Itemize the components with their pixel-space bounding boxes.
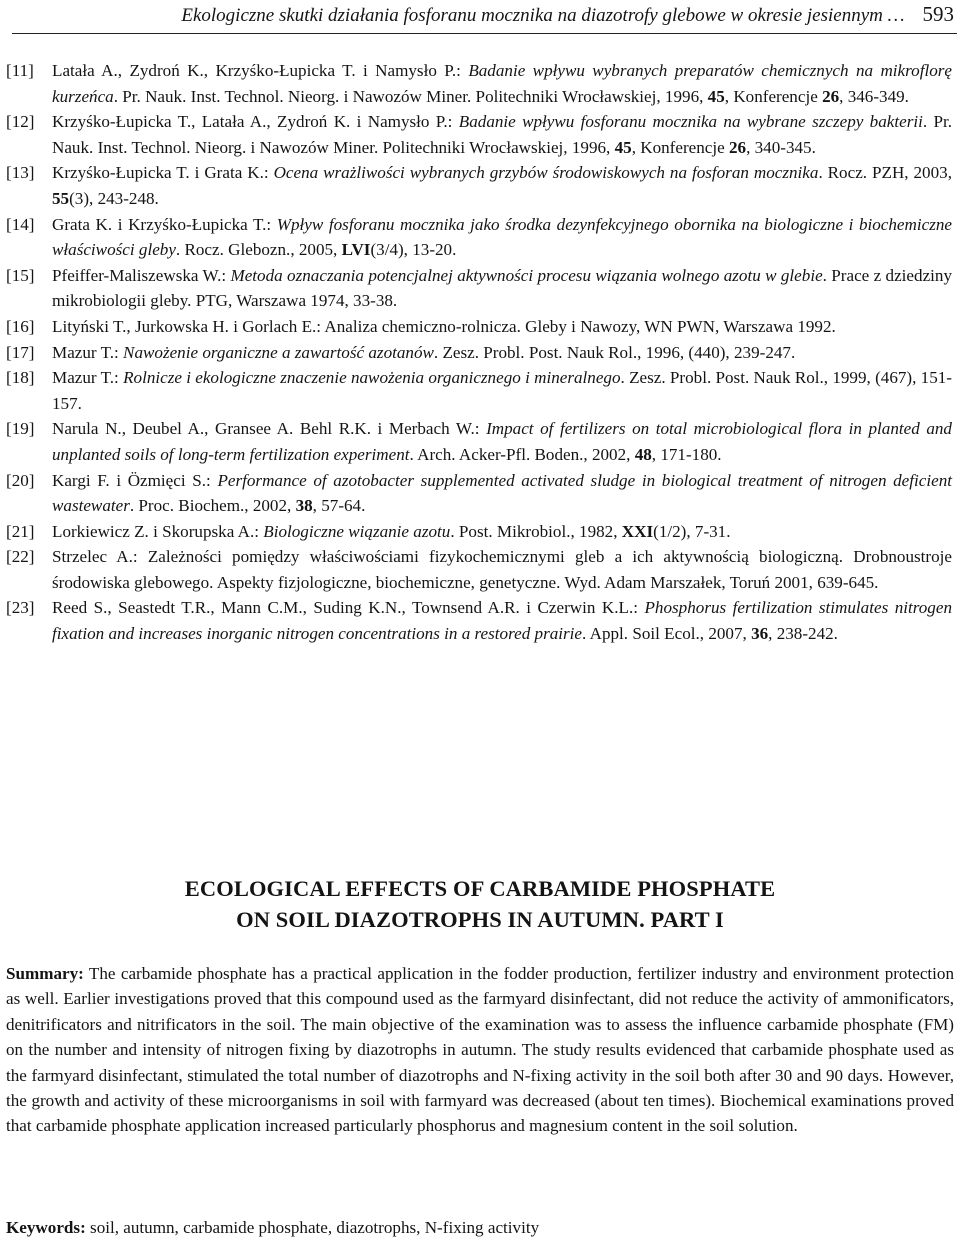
reference-text [52,314,954,340]
reference-authors: Mazur T.: [52,368,124,388]
reference-title: Performance of azotobacter supplemented activated sludge in biological treatment of nitrogen deficient wastewater [52,470,952,516]
reference-item [6,468,954,519]
reference-authors: Lityński T., Jurkowska H. i Gorlach E.: [52,316,325,336]
reference-text [52,212,954,263]
reference-number: [22] [6,547,35,567]
reference-volume: 45 [614,137,632,157]
reference-source: Analiza chemiczno-rolnicza. Gleby i Nawozy, WN PWN, Warszawa 1992. [324,316,836,336]
reference-title: Nawożenie organiczne a zawartość azotanów [123,342,434,362]
reference-source: . Pr. Nauk. Inst. Technol. Nieorg. i Nawozów Miner. Politechniki Wrocławskiej, 1996, [52,112,953,157]
reference-number: [20] [6,470,35,490]
reference-source: Zależności pomiędzy właściwościami fizykochemicznymi gleb a ich aktywnością biologiczną. Drobnoustroje środowiska glebowego. Aspekty fizjologiczne, biochemiczne, genetyczne. Wyd. Adam Marszałek, Toruń 2001, 639-645. [52,547,952,592]
summary-label: Summary: [6,964,84,983]
reference-item [6,416,954,467]
reference-source: . Rocz. PZH, 2003, [818,163,952,183]
reference-item [6,212,954,263]
reference-volume: 55 [52,188,70,208]
reference-pages: , 171-180. [651,444,722,464]
reference-source-mid: , Konferencje [631,137,729,157]
reference-source-mid: , Konferencje [724,86,823,106]
reference-pages: , 346-349. [839,86,909,106]
reference-source: . Arch. Acker-Pfl. Boden., 2002, [409,444,635,464]
reference-item [6,263,954,314]
reference-pages: (3), 243-248. [69,188,159,208]
keywords-line [6,1215,954,1240]
reference-text [52,109,954,160]
reference-number: [14] [6,214,35,234]
english-article-title [6,873,954,935]
reference-number: [13] [6,163,35,183]
reference-authors: Mazur T.: [52,342,124,362]
reference-volume: XXI [621,521,654,541]
keywords-label: Keywords: [6,1218,86,1237]
reference-authors: Kargi F. i Özmięci S.: [52,470,218,490]
reference-text [52,365,954,416]
reference-number: [12] [6,112,35,132]
reference-number: [15] [6,265,35,285]
reference-item [6,544,954,595]
reference-volume: LVI [341,240,371,260]
reference-volume: 38 [295,496,313,516]
running-header [6,2,954,30]
reference-pages: (1/2), 7-31. [653,521,731,541]
reference-authors: Grata K. i Krzyśko-Łupicka T.: [52,214,277,234]
header-rule [12,33,957,34]
reference-item [6,314,954,340]
reference-text [52,468,954,519]
keywords-text: soil, autumn, carbamide phosphate, diazotrophs, N-fixing activity [85,1218,540,1237]
reference-title: Badanie wpływu fosforanu mocznika na wybrane szczepy bakterii [458,112,923,132]
reference-item [6,519,954,545]
reference-text [52,58,954,109]
summary-text: The carbamide phosphate has a practical application in the fodder production, fertilizer industry and environment protection as well. Earlier investigations proved that this compound used as the farmyard disinfectant, did not reduce the activity of ammonificators, denitrificators and nitrificators in the soil. The main objective of the examination was to assess the influence carbamide phosphate (FM) on the number and intensity of nitrogen fixing by diazotrophs in autumn. The study results evidenced that carbamide phosphate used as the farmyard disinfectant, stimulated the total number of diazotrophs and N-fixing activity in the soil both after 30 and 90 days. However, the growth and activity of these microorganisms in soil with farmyard was decreased (about ten times). Biochemical examinations proved that carbamide phosphate application increased particularly phosphorus and magnesium content in the soil solution. [6,964,954,1136]
reference-volume: 45 [707,86,725,106]
reference-number: [23] [6,598,35,618]
english-title-line-2: ON SOIL DIAZOTROPHS IN AUTUMN. PART I [236,907,724,932]
reference-pages: , 238-242. [768,624,838,644]
reference-source: . Rocz. Glebozn., 2005, [175,240,342,260]
reference-authors: Strzelec A.: [52,547,148,567]
reference-text [52,416,954,467]
reference-text [52,263,954,314]
reference-volume: 48 [634,444,652,464]
reference-volume-2: 26 [728,137,747,157]
running-title: Ekologiczne skutki działania fosforanu mocznika na diazotrofy glebowe w okresie jesiennym … [181,5,905,26]
reference-authors: Pfeiffer-Maliszewska W.: [52,265,231,285]
reference-authors: Reed S., Seastedt T.R., Mann C.M., Suding K.N., Townsend A.R. i Czerwin K.L.: [52,598,645,618]
reference-authors: Lorkiewicz Z. i Skorupska A.: [52,521,264,541]
reference-text [52,595,954,646]
reference-item [6,160,954,211]
reference-title: Phosphorus fertilization stimulates nitrogen fixation and increases inorganic nitrogen concentrations in a restored prairie [52,598,952,644]
summary-paragraph [6,961,954,1139]
page-number: 593 [922,2,954,26]
reference-title: Badanie wpływu wybranych preparatów chemicznych na mikroflorę kurzeńca [52,61,952,106]
reference-number: [16] [6,316,35,336]
reference-volume: 36 [751,624,769,644]
reference-authors: Krzyśko-Łupicka T. i Grata K.: [52,163,274,183]
reference-number: [18] [6,368,35,388]
reference-title: Rolnicze i ekologiczne znaczenie nawożenia organicznego i mineralnego [123,368,621,388]
reference-pages: (3/4), 13-20. [370,240,457,260]
reference-title: Impact of fertilizers on total microbiological flora in planted and unplanted soils of long-term fertilization experiment [52,419,952,464]
reference-item [6,595,954,646]
reference-source: . Appl. Soil Ecol., 2007, [582,624,752,644]
reference-number: [17] [6,342,35,362]
reference-title: Metoda oznaczania potencjalnej aktywności procesu wiązania wolnego azotu w glebie [230,265,823,285]
reference-text [52,340,954,366]
reference-source: . Proc. Biochem., 2002, [129,496,296,516]
reference-text [52,160,954,211]
reference-number: [19] [6,419,35,439]
reference-title: Wpływ fosforanu mocznika jako środka dezynfekcyjnego obornika na biologiczne i biochemiczne właściwości gleby [52,214,952,260]
reference-volume-2: 26 [822,86,840,106]
reference-authors: Krzyśko-Łupicka T., Latała A., Zydroń K. i Namysło P.: [52,112,459,132]
reference-list [6,58,954,647]
reference-source: . Post. Mikrobiol., 1982, [450,521,622,541]
reference-title: Ocena wrażliwości wybranych grzybów środowiskowych na fosforan mocznika [273,163,819,183]
reference-pages: , 340-345. [746,137,816,157]
reference-item [6,109,954,160]
reference-source: . Zesz. Probl. Post. Nauk Rol., 1999, (467), 151-157. [52,368,952,413]
reference-pages: , 57-64. [312,496,366,516]
reference-source: . Pr. Nauk. Inst. Technol. Nieorg. i Nawozów Miner. Politechniki Wrocławskiej, 1996, [113,86,708,106]
reference-authors: Latała A., Zydroń K., Krzyśko-Łupicka T. i Namysło P.: [52,61,469,80]
reference-authors: Narula N., Deubel A., Gransee A. Behl R.K. i Merbach W.: [52,419,487,439]
reference-title: Biologiczne wiązanie azotu [263,521,451,541]
reference-source: . Zesz. Probl. Post. Nauk Rol., 1996, (440), 239-247. [433,342,796,362]
reference-text [52,544,954,595]
english-title-line-1: ECOLOGICAL EFFECTS OF CARBAMIDE PHOSPHATE [184,876,776,901]
reference-item [6,58,954,109]
reference-number: [11] [6,61,34,80]
reference-source: . Prace z dziedziny mikrobiologii gleby. PTG, Warszawa 1974, 33-38. [52,265,952,311]
reference-number: [21] [6,521,35,541]
reference-item [6,340,954,366]
reference-text [52,519,954,545]
reference-item [6,365,954,416]
